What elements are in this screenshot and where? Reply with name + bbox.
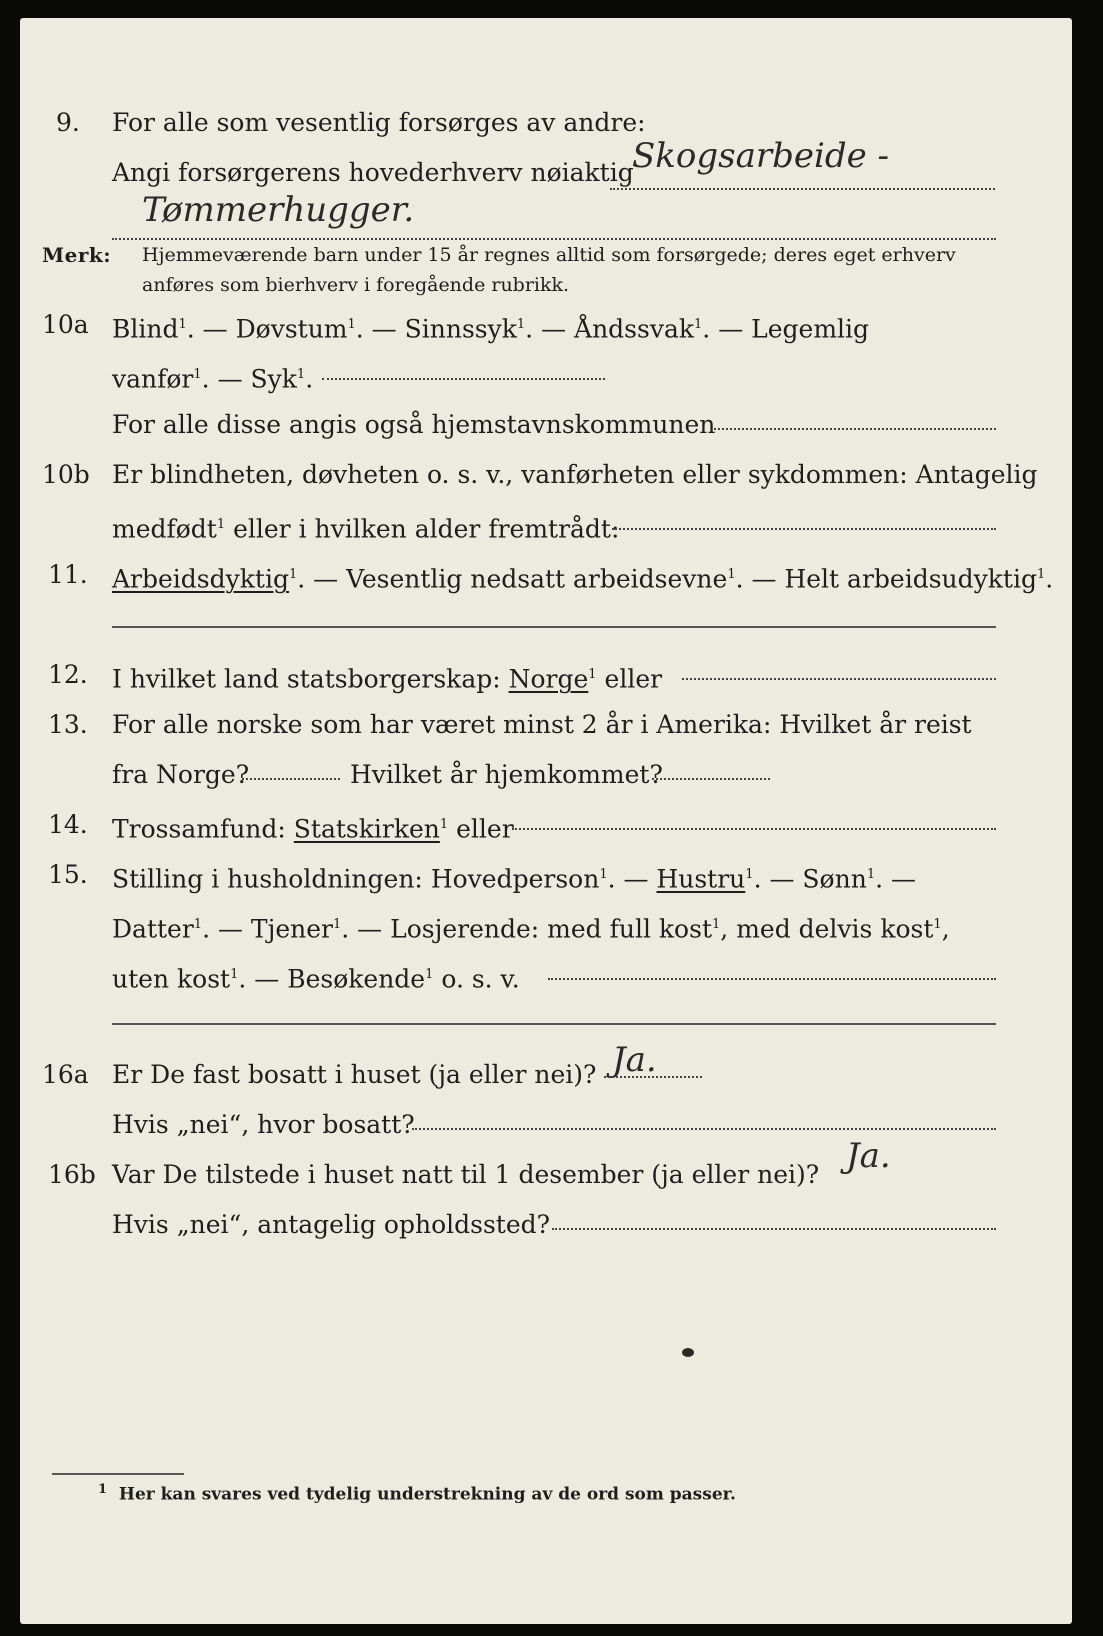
q14-line: Trossamfund: Statskirken$^1$ eller bbox=[112, 814, 514, 844]
q16a-fill-line bbox=[604, 1076, 702, 1078]
q16b-line2: Hvis „nei“, antagelig opholdssted? bbox=[112, 1210, 551, 1239]
q14-fill-line bbox=[512, 828, 996, 830]
q16a-fill-line-2 bbox=[412, 1128, 996, 1130]
note-label: Merk: bbox=[42, 243, 112, 267]
q16b-fill-line bbox=[552, 1228, 996, 1230]
q15-fill-line bbox=[548, 978, 996, 980]
note-line1: Hjemmeværende barn under 15 år regnes alltid som forsørgede; deres eget erhverv bbox=[142, 244, 956, 266]
q10a-line1: Blind$^1$. — Døvstum$^1$. — Sinnssyk$^1$. — Åndssvak$^1$. — Legemlig bbox=[112, 314, 870, 344]
q15-line3: uten kost$^1$. — Besøkende$^1$ o. s. v. bbox=[112, 964, 520, 994]
q13-line2a: fra Norge? bbox=[112, 760, 250, 789]
q11-answer-line bbox=[112, 626, 996, 628]
q15-line2: Datter$^1$. — Tjener$^1$. — Losjerende: med full kost$^1$, med delvis kost$^1$, bbox=[112, 914, 950, 944]
q9-line1: For alle som vesentlig forsørges av andre: bbox=[112, 108, 646, 137]
note-line2: anføres som bierhverv i foregående rubrikk. bbox=[142, 274, 570, 296]
q13-fill-line-2 bbox=[652, 778, 770, 780]
footnote: $^1$ Her kan svares ved tydelig understrekning av de ord som passer. bbox=[98, 1482, 736, 1505]
q16a-line1: Er De fast bosatt i huset (ja eller nei)? bbox=[112, 1060, 597, 1089]
q10a-number: 10a bbox=[42, 310, 89, 339]
q13-line2b: Hvilket år hjemkommet? bbox=[350, 760, 663, 789]
q12-fill-line bbox=[682, 678, 996, 680]
q11-number: 11. bbox=[48, 560, 88, 589]
q16a-handwritten-answer: Ja. bbox=[612, 1040, 657, 1080]
q10b-fill-line bbox=[612, 528, 996, 530]
q12-number: 12. bbox=[48, 660, 88, 689]
q9-fill-line bbox=[610, 188, 995, 190]
q10b-line1: Er blindheten, døvheten o. s. v., vanførheten eller sykdommen: Antagelig bbox=[112, 460, 1038, 489]
q16a-number: 16a bbox=[42, 1060, 89, 1089]
q16a-line2: Hvis „nei“, hvor bosatt? bbox=[112, 1110, 415, 1139]
q13-number: 13. bbox=[48, 710, 88, 739]
q10b-number: 10b bbox=[42, 460, 90, 489]
q16b-handwritten-answer: Ja. bbox=[846, 1136, 891, 1176]
q10a-line3: For alle disse angis også hjemstavnskommunen bbox=[112, 410, 716, 439]
census-form-page bbox=[20, 18, 1072, 1624]
q15-line1: Stilling i husholdningen: Hovedperson$^1$. — Hustru$^1$. — Sønn$^1$. — bbox=[112, 864, 916, 894]
q15-answer-line bbox=[112, 1023, 996, 1025]
q14-number: 14. bbox=[48, 810, 88, 839]
ink-dot bbox=[682, 1348, 694, 1357]
q9-number: 9. bbox=[56, 108, 80, 137]
q11-line: Arbeidsdyktig$^1$. — Vesentlig nedsatt arbeidsevne$^1$. — Helt arbeidsudyktig$^1$. bbox=[112, 564, 1054, 594]
q10a-fill-line-2 bbox=[714, 428, 996, 430]
q10a-fill-line bbox=[322, 378, 605, 380]
q10b-line2: medfødt$^1$ eller i hvilken alder fremtrådt: bbox=[112, 514, 620, 544]
q9-line2: Angi forsørgerens hovederhverv nøiaktig bbox=[112, 158, 634, 187]
q16b-line1: Var De tilstede i huset natt til 1 desember (ja eller nei)? bbox=[112, 1160, 820, 1189]
q16b-number: 16b bbox=[48, 1160, 96, 1189]
q9-handwritten-answer-1: Skogsarbeide - bbox=[632, 136, 890, 176]
q13-line1: For alle norske som har været minst 2 år i Amerika: Hvilket år reist bbox=[112, 710, 972, 739]
q13-fill-line-1 bbox=[242, 778, 340, 780]
footnote-rule bbox=[52, 1473, 184, 1475]
q9-handwritten-answer-2: Tømmerhugger. bbox=[142, 190, 415, 230]
q12-line: I hvilket land statsborgerskap: Norge$^1$ eller bbox=[112, 664, 663, 694]
q10a-line2: vanfør$^1$. — Syk$^1$. bbox=[112, 364, 314, 394]
q15-number: 15. bbox=[48, 860, 88, 889]
